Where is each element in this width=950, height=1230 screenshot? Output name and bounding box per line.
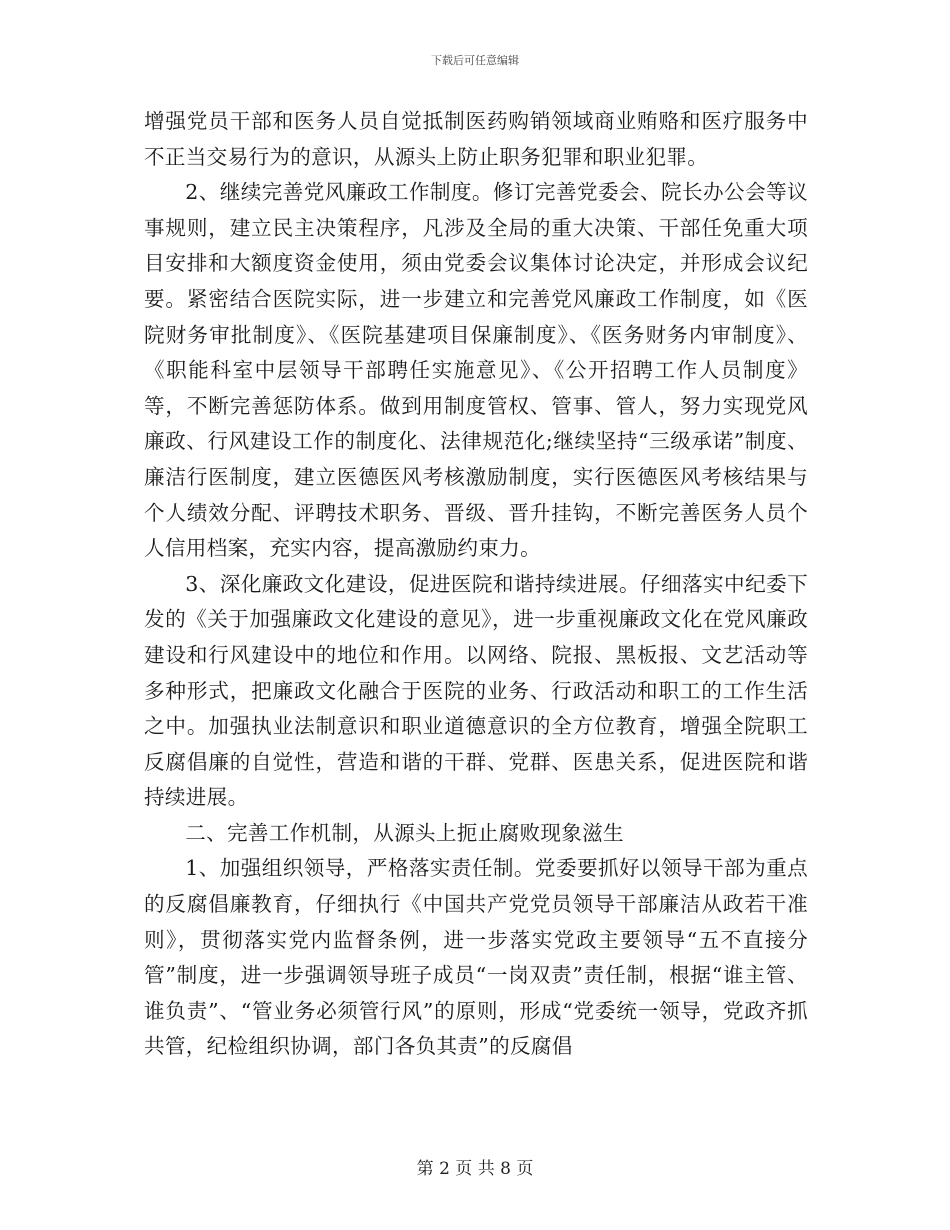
paragraph-2: 2、继续完善党风廉政工作制度。修订完善党委会、院长办公会等议事规则，建立民主决策程序，凡涉及全局的重大决策、干部任免重大项目安排和大额度资金使用，须由党委会议集体讨论决定，并形成会议纪要。紧密结合医院实际，进一步建立和完善党风廉政工作制度，如《医院财务审批制度》、《医院基建项目保廉制度》、《医务财务内审制度》、《职能科室中层领导干部聘任实施意见》、《公开招聘工作人员制度》等，不断完善惩防体系。做到用制度管权、管事、管人，努力实现党风廉政、行风建设工作的制度化、法律规范化;继续坚持“三级承诺”制度、廉洁行医制度，建立医德医风考核激励制度，实行医德医风考核结果与个人绩效分配、评聘技术职务、晋级、晋升挂钩，不断完善医务人员个人信用档案，充实内容，提高激励约束力。 [144,180,808,561]
paragraph-4: 1、加强组织领导，严格落实责任制。党委要抓好以领导干部为重点的反腐倡廉教育，仔细执行《中国共产党党员领导干部廉洁从政若干准则》，贯彻落实党内监督条例，进一步落实党政主要领导“五不直接分管”制度，进一步强调领导班子成员“一岗双责”责任制，根据“谁主管、谁负责”、“管业务必须管行风”的原则，形成“党委统一领导，党政齐抓共管，纪检组织协调，部门各负其责”的反腐倡 [144,856,808,1059]
section-heading: 二、完善工作机制，从源头上扼止腐败现象滋生 [185,820,624,845]
paragraph-1: 增强党员干部和医务人员自觉抵制医药购销领域商业贿赂和医疗服务中不正当交易行为的意识，从源头上防止职务犯罪和职业犯罪。 [144,109,808,169]
document-body [144,104,808,1065]
page-number: 第 2 页 共 8 页 [416,1159,534,1179]
page-header-note: 下载后可任意编辑 [431,54,519,67]
paragraph-3: 3、深化廉政文化建设，促进医院和谐持续进展。仔细落实中纪委下发的《关于加强廉政文化建设的意见》，进一步重视廉政文化在党风廉政建设和行风建设中的地位和作用。以网络、院报、黑板报、文艺活动等多种形式，把廉政文化融合于医院的业务、行政活动和职工的工作生活之中。加强执业法制意识和职业道德意识的全方位教育，增强全院职工反腐倡廉的自觉性，营造和谐的干群、党群、医患关系，促进医院和谐持续进展。 [144,571,808,810]
